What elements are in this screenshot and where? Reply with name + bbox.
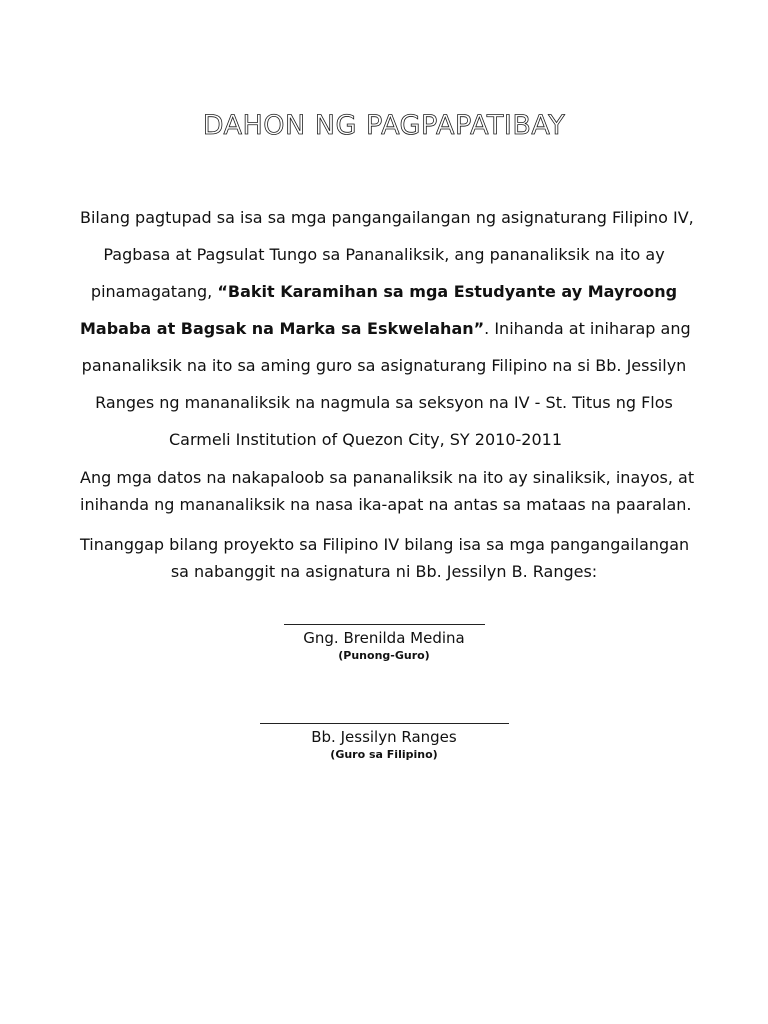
paragraph-line: Ranges ng mananaliksik na nagmula sa seksyon na IV - St. Titus ng Flos — [95, 393, 673, 412]
signatory-role: (Punong-Guro) — [338, 649, 430, 662]
paragraph-line: Ang mga datos na nakapaloob sa pananaliksik na ito ay sinaliksik, inayos, at — [80, 468, 695, 487]
signature-block-teacher — [0, 723, 768, 762]
signature-line — [260, 723, 509, 724]
research-title-part1: “Bakit Karamihan sa mga Estudyante ay Mayroong — [217, 282, 678, 301]
paragraph-line: sa nabanggit na asignatura ni Bb. Jessilyn B. Ranges: — [170, 562, 598, 581]
paragraph-line: Tinanggap bilang proyekto sa Filipino IV bilang isa sa mga pangangailangan — [80, 535, 690, 554]
paragraph-line: Pagbasa at Pagsulat Tungo sa Pananaliksik, ang pananaliksik na ito ay — [103, 245, 665, 264]
paragraph-line: Bilang pagtupad sa isa sa mga pangangailangan ng asignaturang Filipino IV, — [80, 208, 694, 227]
paragraph-line: inihanda ng mananaliksik na nasa ika-apat na antas sa mataas na paaralan. — [80, 495, 692, 514]
research-title-part2: Mababa at Bagsak na Marka sa Eskwelahan” — [80, 319, 485, 338]
paragraph-text: pinamagatang, — [90, 282, 218, 301]
data-paragraph — [80, 464, 695, 518]
acceptance-paragraph — [80, 531, 688, 585]
paragraph-line: Carmeli Institution of Quezon City, SY 2010-2011 — [169, 430, 562, 449]
paragraph-line — [80, 310, 691, 347]
paragraph-text: . Inihanda at iniharap ang — [484, 319, 691, 338]
signatory-name: Gng. Brenilda Medina — [303, 629, 465, 647]
signature-line — [284, 624, 485, 625]
approval-paragraph — [80, 199, 694, 458]
page-title: DAHON NG PAGPAPATIBAY — [202, 110, 566, 141]
signature-block-principal — [0, 624, 768, 663]
signatory-name: Bb. Jessilyn Ranges — [311, 728, 457, 746]
signatory-role: (Guro sa Filipino) — [330, 748, 438, 761]
paragraph-line — [80, 273, 688, 310]
paragraph-line: pananaliksik na ito sa aming guro sa asignaturang Filipino na si Bb. Jessilyn — [81, 356, 687, 375]
